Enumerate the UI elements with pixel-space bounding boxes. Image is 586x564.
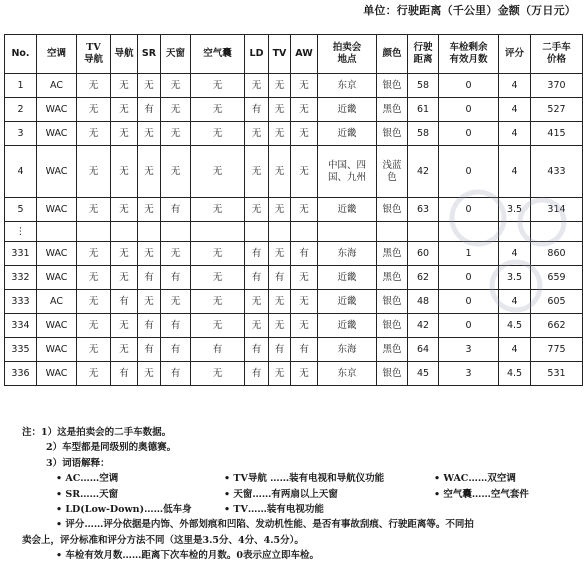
table-cell: [377, 222, 408, 242]
table-cell: 无: [138, 198, 161, 222]
table-cell: 无: [245, 198, 269, 222]
table-cell: [138, 222, 161, 242]
table-cell: 42: [408, 146, 439, 198]
column-header: LD: [245, 35, 269, 74]
note-score-cont: 卖会上，评分标准和评分方法不同（这里是3.5分、4分、4.5分）。: [22, 534, 304, 546]
table-cell: 58: [408, 74, 439, 98]
table-cell: 605: [531, 290, 583, 314]
table-cell: 62: [408, 266, 439, 290]
table-cell: 0: [439, 98, 499, 122]
table-cell: 4: [499, 338, 531, 362]
table-cell: 银色: [377, 198, 408, 222]
table-cell: 1: [439, 242, 499, 266]
table-cell: 无: [138, 74, 161, 98]
table-cell: 42: [408, 314, 439, 338]
table-cell: 527: [531, 98, 583, 122]
table-cell: 无: [269, 314, 291, 338]
table-cell: 有: [269, 338, 291, 362]
table-cell: 有: [111, 362, 138, 386]
table-cell: 黑色: [377, 266, 408, 290]
table-cell: 无: [191, 314, 245, 338]
table-cell: 无: [291, 362, 318, 386]
table-cell: [318, 222, 377, 242]
table-cell: 314: [531, 198, 583, 222]
table-cell: [77, 222, 111, 242]
table-cell: 659: [531, 266, 583, 290]
table-cell: 无: [245, 290, 269, 314]
note-inspection: • 车检有效月数……距离下次车检的月数。0表示应立即车检。: [56, 550, 319, 562]
table-cell: 无: [77, 122, 111, 146]
table-cell: 有: [291, 338, 318, 362]
table-cell: 0: [439, 74, 499, 98]
table-cell: 58: [408, 122, 439, 146]
definition-item: • WAC……双空调: [434, 473, 516, 485]
table-cell: 3.5: [499, 266, 531, 290]
table-cell: 4: [499, 242, 531, 266]
table-cell: 331: [5, 242, 37, 266]
table-cell: 无: [269, 290, 291, 314]
table-row: [5, 242, 583, 266]
table-cell: 近畿: [318, 314, 377, 338]
table-cell: 4: [499, 146, 531, 198]
used-car-table: [4, 34, 583, 386]
table-cell: 有: [245, 338, 269, 362]
table-cell: 4.5: [499, 314, 531, 338]
table-cell: 无: [291, 74, 318, 98]
table-cell: 3: [439, 362, 499, 386]
table-cell: 无: [191, 98, 245, 122]
table-cell: 4: [499, 98, 531, 122]
table-cell: 无: [291, 198, 318, 222]
note-2: 2）车型都是同级别的奥德赛。: [46, 442, 177, 454]
table-cell: 无: [138, 290, 161, 314]
column-header: 行驶 距离: [408, 35, 439, 74]
table-cell: WAC: [37, 198, 77, 222]
column-header: 颜色: [377, 35, 408, 74]
table-cell: 433: [531, 146, 583, 198]
table-cell: 无: [191, 198, 245, 222]
table-cell: 无: [77, 266, 111, 290]
table-cell: 东海: [318, 338, 377, 362]
table-cell: [191, 222, 245, 242]
table-cell: 无: [77, 198, 111, 222]
table-cell: 无: [269, 122, 291, 146]
table-cell: 无: [77, 242, 111, 266]
table-cell: 无: [161, 242, 191, 266]
table-cell: 有: [269, 266, 291, 290]
table-cell: 无: [161, 74, 191, 98]
table-cell: 无: [111, 146, 138, 198]
table-cell: 银色: [377, 314, 408, 338]
table-cell: 无: [111, 266, 138, 290]
table-cell: 61: [408, 98, 439, 122]
table-cell: 无: [111, 314, 138, 338]
definition-item: • 天窗……有两扇以上天窗: [224, 488, 338, 500]
table-cell: 3: [5, 122, 37, 146]
table-cell: 4: [499, 290, 531, 314]
table-cell: 无: [191, 290, 245, 314]
table-cell: 531: [531, 362, 583, 386]
table-row: [5, 222, 583, 242]
table-cell: 332: [5, 266, 37, 290]
table-cell: 无: [161, 146, 191, 198]
table-cell: 有: [191, 338, 245, 362]
table-cell: [291, 222, 318, 242]
definition-item: • 空气囊……空气套件: [434, 488, 529, 500]
table-cell: 有: [138, 338, 161, 362]
table-cell: 有: [245, 266, 269, 290]
table-cell: 1: [5, 74, 37, 98]
table-cell: 有: [161, 266, 191, 290]
table-cell: 银色: [377, 362, 408, 386]
table-cell: WAC: [37, 266, 77, 290]
table-cell: 黑色: [377, 242, 408, 266]
table-cell: 有: [245, 242, 269, 266]
table-cell: 无: [191, 242, 245, 266]
table-cell: WAC: [37, 338, 77, 362]
column-header: AW: [291, 35, 318, 74]
table-cell: 无: [111, 98, 138, 122]
table-cell: 3: [439, 338, 499, 362]
table-cell: 4: [499, 122, 531, 146]
note-1: 注：1）这是拍卖会的二手车数据。: [22, 427, 172, 438]
table-cell: 0: [439, 122, 499, 146]
table-cell: 东海: [318, 242, 377, 266]
table-cell: 48: [408, 290, 439, 314]
column-header: 天窗: [161, 35, 191, 74]
table-cell: 无: [161, 290, 191, 314]
table-cell: AC: [37, 290, 77, 314]
table-cell: 无: [269, 146, 291, 198]
table-cell: 有: [138, 266, 161, 290]
table-cell: 有: [245, 362, 269, 386]
definition-item: • SR……天窗: [56, 488, 119, 500]
table-cell: 有: [161, 198, 191, 222]
table-cell: 0: [439, 290, 499, 314]
column-header: 评分: [499, 35, 531, 74]
table-cell: 64: [408, 338, 439, 362]
table-cell: 3.5: [499, 198, 531, 222]
table-cell: 无: [111, 338, 138, 362]
table-cell: 860: [531, 242, 583, 266]
table-cell: 0: [439, 198, 499, 222]
table-cell: 0: [439, 314, 499, 338]
table-cell: 无: [77, 362, 111, 386]
table-cell: [111, 222, 138, 242]
table-cell: 无: [77, 146, 111, 198]
column-header: 导航: [111, 35, 138, 74]
table-cell: WAC: [37, 314, 77, 338]
table-cell: 336: [5, 362, 37, 386]
table-cell: 银色: [377, 290, 408, 314]
table-cell: 370: [531, 74, 583, 98]
table-cell: [269, 222, 291, 242]
table-row: [5, 122, 583, 146]
table-cell: 黑色: [377, 338, 408, 362]
column-header: No.: [5, 35, 37, 74]
unit-caption: 单位：行驶距离（千公里）金额（万日元）: [363, 4, 576, 17]
definition-grid: [22, 471, 582, 517]
table-cell: 无: [191, 146, 245, 198]
table-row: [5, 266, 583, 290]
table-cell: 4: [5, 146, 37, 198]
table-cell: 近畿: [318, 98, 377, 122]
table-cell: WAC: [37, 362, 77, 386]
column-header: 二手车 价格: [531, 35, 583, 74]
definition-item: [434, 502, 586, 517]
notes-section: [22, 425, 582, 564]
table-cell: 334: [5, 314, 37, 338]
table-cell: 有: [291, 242, 318, 266]
table-cell: 无: [77, 314, 111, 338]
table-cell: [161, 222, 191, 242]
table-cell: 333: [5, 290, 37, 314]
table-cell: 无: [138, 242, 161, 266]
table-cell: 无: [291, 266, 318, 290]
table-cell: [408, 222, 439, 242]
column-header: 空调: [37, 35, 77, 74]
table-cell: WAC: [37, 98, 77, 122]
table-cell: 0: [439, 146, 499, 198]
table-cell: AC: [37, 74, 77, 98]
table-cell: 0: [439, 266, 499, 290]
table-row: [5, 98, 583, 122]
table-cell: 无: [269, 362, 291, 386]
table-row: [5, 290, 583, 314]
table-cell: WAC: [37, 242, 77, 266]
table-cell: 无: [161, 122, 191, 146]
table-cell: 有: [138, 314, 161, 338]
table-row: [5, 74, 583, 98]
table-cell: 有: [245, 98, 269, 122]
table-cell: 无: [77, 74, 111, 98]
table-cell: 662: [531, 314, 583, 338]
table-cell: 无: [291, 290, 318, 314]
definition-item: • AC……空调: [56, 473, 119, 485]
table-cell: 5: [5, 198, 37, 222]
table-cell: 45: [408, 362, 439, 386]
table-cell: [439, 222, 499, 242]
table-cell: 银色: [377, 74, 408, 98]
table-cell: 无: [111, 122, 138, 146]
table-cell: 中国、四 国、九州: [318, 146, 377, 198]
column-header: 空气囊: [191, 35, 245, 74]
table-row: [5, 338, 583, 362]
table-cell: [531, 222, 583, 242]
table-cell: 有: [161, 338, 191, 362]
definition-item: • TV导航 ……装有电视和导航仪功能: [224, 473, 385, 485]
table-cell: 无: [191, 362, 245, 386]
table-cell: [245, 222, 269, 242]
table-cell: 无: [269, 98, 291, 122]
table-cell: 无: [111, 242, 138, 266]
header-row: [5, 35, 583, 74]
table-cell: 无: [77, 290, 111, 314]
table-cell: 无: [269, 74, 291, 98]
table-cell: 无: [245, 74, 269, 98]
table-cell: 有: [161, 314, 191, 338]
table-cell: 无: [191, 122, 245, 146]
table-cell: 无: [245, 146, 269, 198]
table-cell: 东京: [318, 362, 377, 386]
table-cell: WAC: [37, 122, 77, 146]
table-cell: 无: [291, 98, 318, 122]
table-row: [5, 198, 583, 222]
table-cell: 无: [269, 198, 291, 222]
column-header: TV: [269, 35, 291, 74]
definition-item: • LD(Low-Down)……低车身: [56, 504, 192, 516]
table-cell: 4: [499, 74, 531, 98]
column-header: 车检剩余 有效月数: [439, 35, 499, 74]
table-cell: 有: [111, 290, 138, 314]
table-cell: ⋮: [5, 222, 37, 242]
table-cell: 无: [269, 242, 291, 266]
note-score: • 评分……评分依据是内饰、外部划痕和凹陷、发动机性能、是否有事故刮痕、行驶距离等。不同拍: [56, 519, 474, 531]
table-cell: 415: [531, 122, 583, 146]
table-cell: 近畿: [318, 198, 377, 222]
table-cell: [37, 222, 77, 242]
table-cell: 无: [138, 122, 161, 146]
table-cell: 无: [245, 122, 269, 146]
table-cell: 有: [161, 362, 191, 386]
table-cell: 335: [5, 338, 37, 362]
table-cell: [499, 222, 531, 242]
table-cell: 无: [291, 146, 318, 198]
table-cell: 无: [245, 314, 269, 338]
column-header: SR: [138, 35, 161, 74]
table-cell: 无: [191, 266, 245, 290]
table-cell: 近畿: [318, 290, 377, 314]
table-cell: 2: [5, 98, 37, 122]
note-3: 3）词语解释：: [46, 457, 110, 469]
table-cell: 近畿: [318, 122, 377, 146]
table-cell: 黑色: [377, 98, 408, 122]
table-cell: 无: [291, 314, 318, 338]
table-cell: 浅蓝 色: [377, 146, 408, 198]
table-cell: 775: [531, 338, 583, 362]
table-cell: 无: [191, 74, 245, 98]
table-cell: 无: [291, 122, 318, 146]
table-cell: 63: [408, 198, 439, 222]
table-cell: 近畿: [318, 266, 377, 290]
table-cell: 无: [77, 338, 111, 362]
column-header: 拍卖会 地点: [318, 35, 377, 74]
table-cell: 4.5: [499, 362, 531, 386]
table-cell: 无: [161, 98, 191, 122]
table-cell: 有: [138, 98, 161, 122]
table-row: [5, 362, 583, 386]
table-cell: 无: [138, 146, 161, 198]
table-row: [5, 146, 583, 198]
table-cell: 银色: [377, 122, 408, 146]
definition-item: • TV……装有电视功能: [224, 504, 324, 516]
table-cell: 无: [77, 98, 111, 122]
table-row: [5, 314, 583, 338]
table-cell: WAC: [37, 146, 77, 198]
table-cell: 无: [111, 74, 138, 98]
column-header: TV 导航: [77, 35, 111, 74]
table-cell: 无: [111, 198, 138, 222]
table-cell: 无: [138, 362, 161, 386]
table-cell: 60: [408, 242, 439, 266]
table-cell: 东京: [318, 74, 377, 98]
